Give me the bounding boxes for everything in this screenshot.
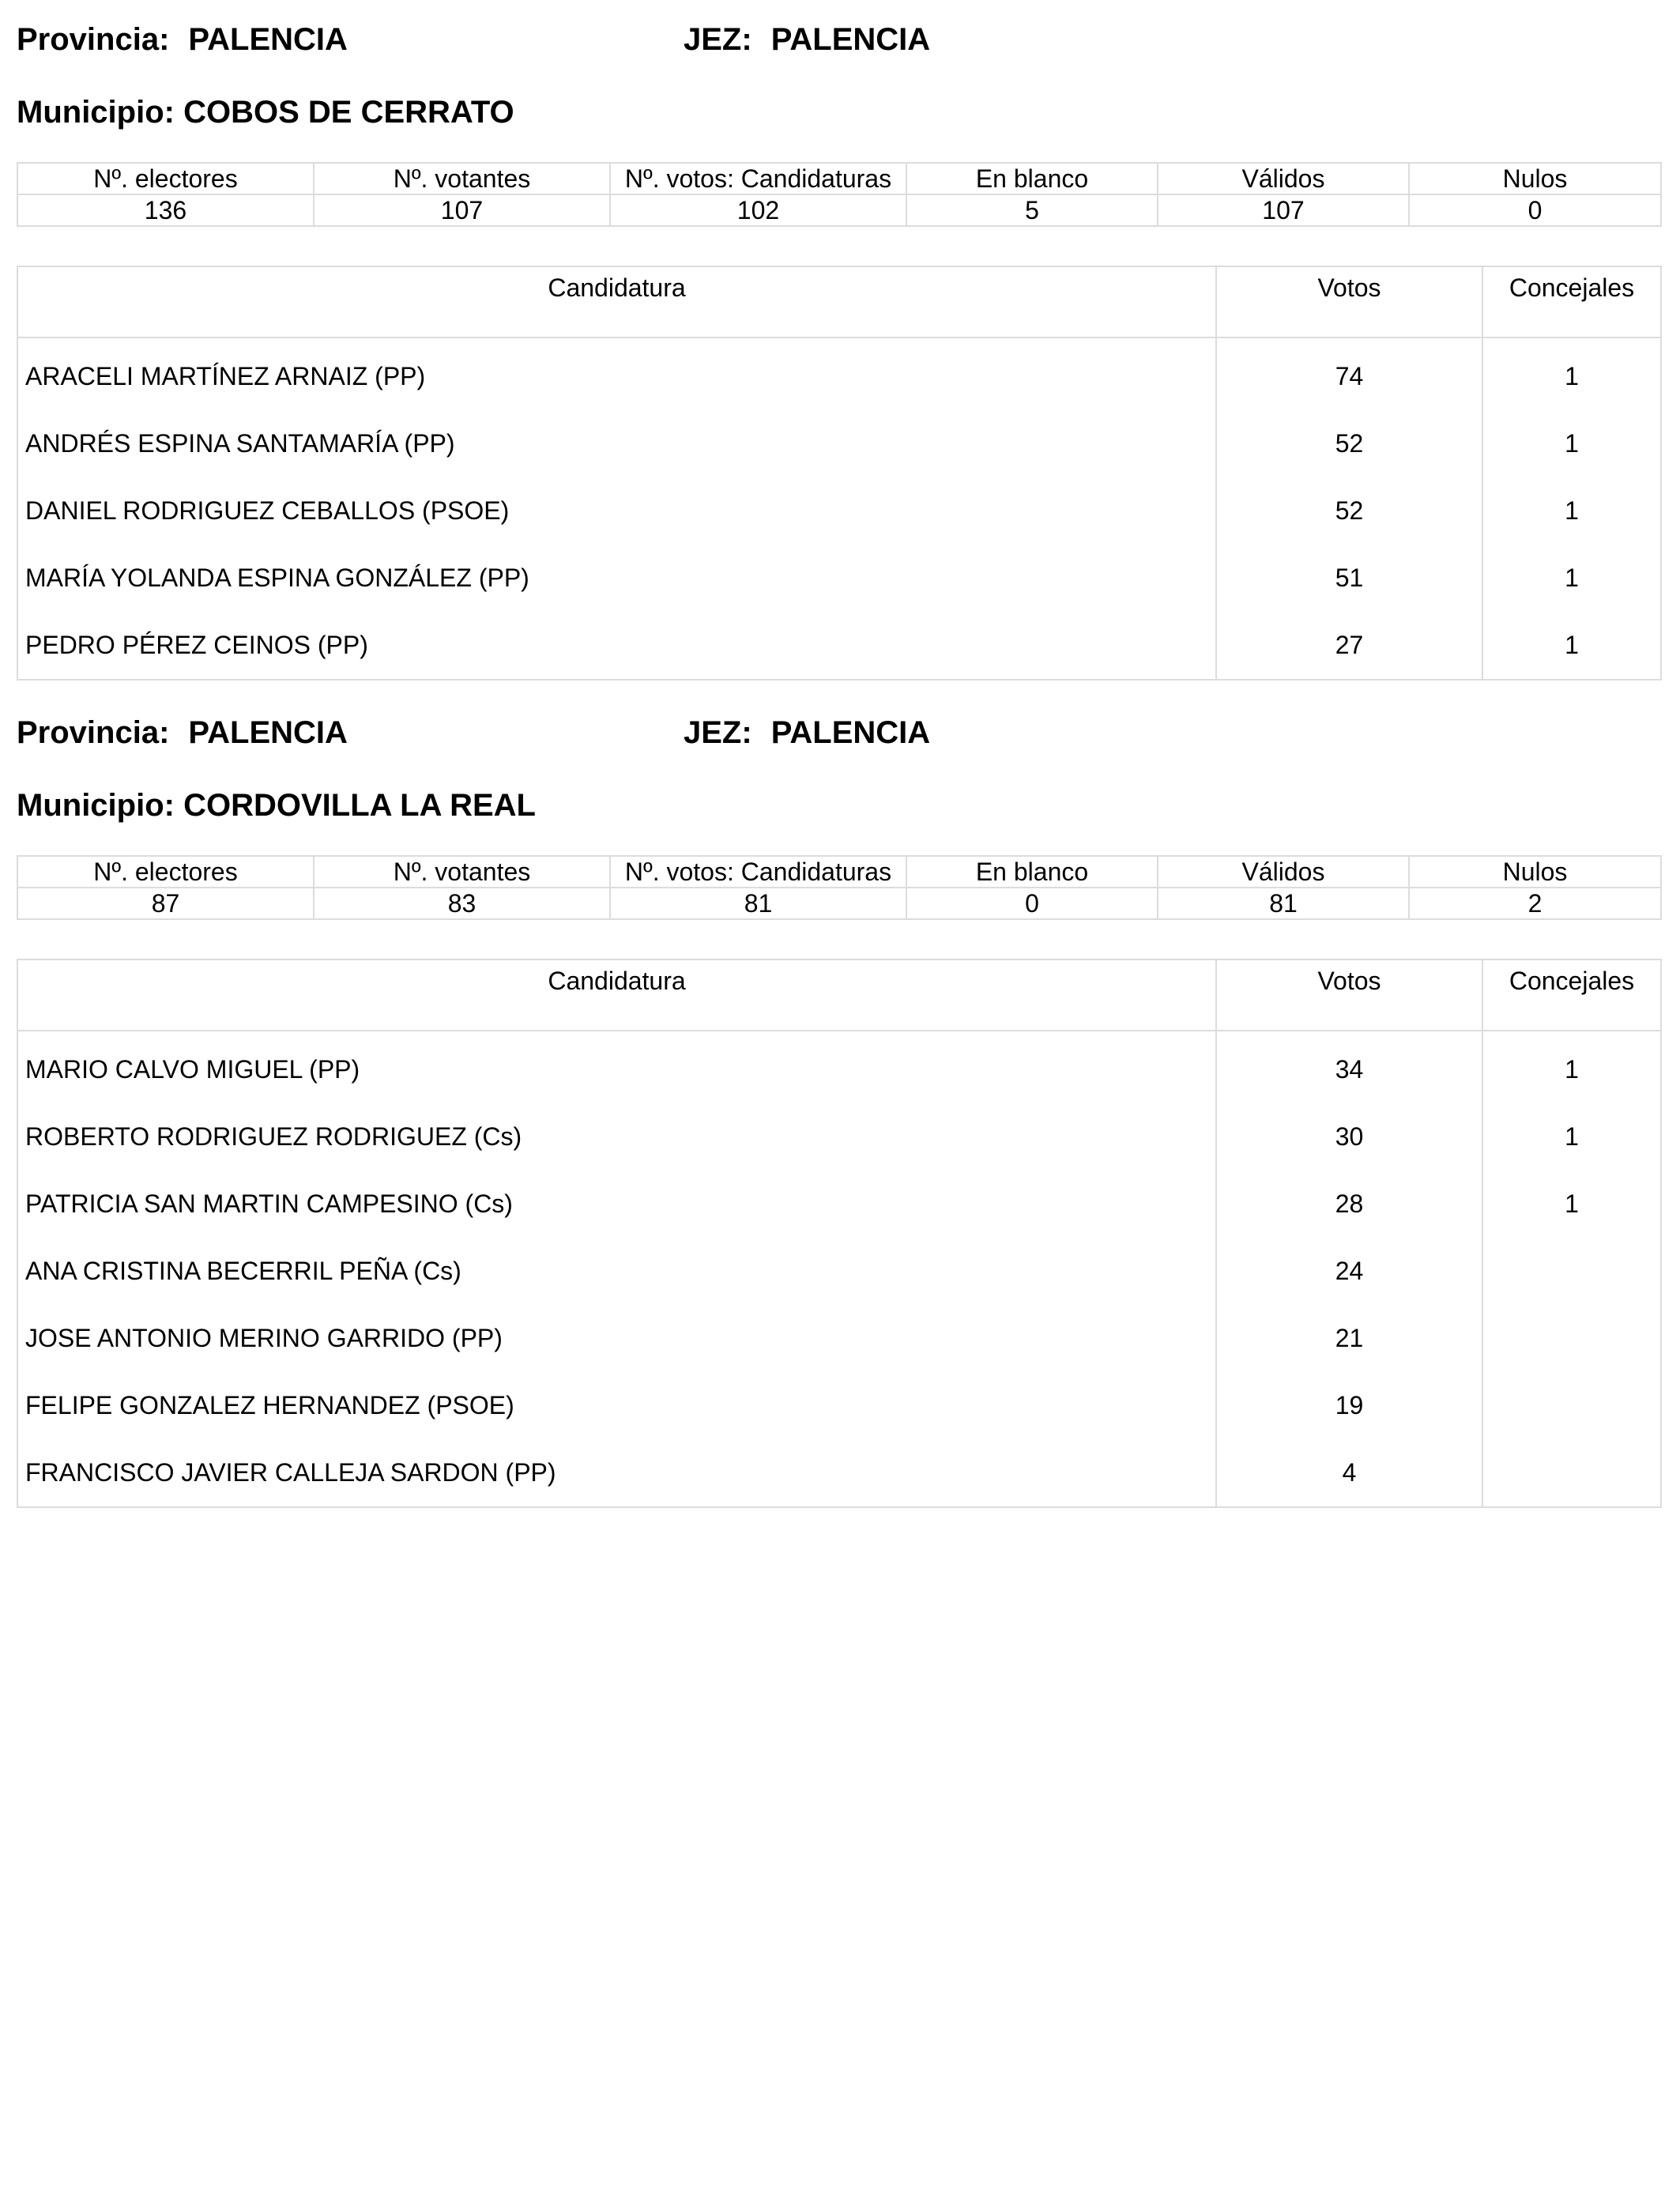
table-row	[17, 1439, 1661, 1507]
candidate-concejales	[1482, 1305, 1661, 1372]
candidate-name: ROBERTO RODRIGUEZ RODRIGUEZ (Cs)	[17, 1103, 1216, 1171]
table-row	[17, 410, 1661, 477]
summary-header-cell: Nº. votos: Candidaturas	[610, 163, 906, 194]
section-cobos-de-cerrato	[17, 0, 1660, 659]
provincia-line	[17, 717, 348, 748]
candidate-concejales: 1	[1482, 1171, 1661, 1238]
summary-header-cell: En blanco	[906, 856, 1158, 888]
section-header	[17, 693, 1660, 823]
summary-value-cell: 107	[314, 194, 610, 226]
provincia-label: Provincia:	[17, 22, 170, 57]
candidate-name: FELIPE GONZALEZ HERNANDEZ (PSOE)	[17, 1372, 1216, 1439]
municipio-line	[17, 790, 536, 821]
summary-value-row	[17, 194, 1661, 226]
candidate-votos: 52	[1216, 477, 1482, 545]
summary-header-cell: Nº. votos: Candidaturas	[610, 856, 906, 888]
municipio-label: Municipio:	[17, 95, 175, 130]
table-row	[17, 612, 1661, 680]
candidates-table	[17, 266, 1662, 680]
candidate-name: DANIEL RODRIGUEZ CEBALLOS (PSOE)	[17, 477, 1216, 545]
summary-value-cell: 5	[906, 194, 1158, 226]
candidate-votos: 30	[1216, 1103, 1482, 1171]
jez-label: JEZ:	[684, 22, 752, 57]
municipio-label: Municipio:	[17, 788, 175, 823]
candidates-header-row	[17, 959, 1661, 1031]
candidates-header-row	[17, 266, 1661, 337]
candidate-name: PEDRO PÉREZ CEINOS (PP)	[17, 612, 1216, 680]
candidate-name: FRANCISCO JAVIER CALLEJA SARDON (PP)	[17, 1439, 1216, 1507]
summary-header-cell: Nº. votantes	[314, 856, 610, 888]
candidate-concejales: 1	[1482, 477, 1661, 545]
candidate-concejales: 1	[1482, 612, 1661, 680]
candidate-concejales: 1	[1482, 1103, 1661, 1171]
votos-header: Votos	[1216, 959, 1482, 1031]
candidate-name: ANA CRISTINA BECERRIL PEÑA (Cs)	[17, 1238, 1216, 1305]
summary-header-cell: Nulos	[1409, 856, 1661, 888]
candidate-votos: 4	[1216, 1439, 1482, 1507]
jez-line	[684, 24, 930, 55]
candidate-name: MARÍA YOLANDA ESPINA GONZÁLEZ (PP)	[17, 545, 1216, 612]
summary-header-cell: Válidos	[1158, 856, 1409, 888]
summary-value-cell: 83	[314, 888, 610, 919]
jez-line	[684, 717, 930, 748]
candidate-concejales: 1	[1482, 410, 1661, 477]
table-row	[17, 545, 1661, 612]
table-row	[17, 337, 1661, 410]
candidate-concejales	[1482, 1238, 1661, 1305]
summary-value-cell: 0	[906, 888, 1158, 919]
municipio-value: CORDOVILLA LA REAL	[183, 788, 536, 823]
candidate-votos: 21	[1216, 1305, 1482, 1372]
candidate-votos: 24	[1216, 1238, 1482, 1305]
summary-header-cell: En blanco	[906, 163, 1158, 194]
summary-value-cell: 136	[17, 194, 314, 226]
table-row	[17, 1372, 1661, 1439]
summary-value-cell: 107	[1158, 194, 1409, 226]
section-cordovilla-la-real	[17, 693, 1660, 1487]
table-row	[17, 1031, 1661, 1103]
jez-value: PALENCIA	[770, 715, 931, 750]
candidate-name: ANDRÉS ESPINA SANTAMARÍA (PP)	[17, 410, 1216, 477]
summary-header-cell: Nº. electores	[17, 163, 314, 194]
candidatura-header: Candidatura	[17, 266, 1216, 337]
candidate-concejales	[1482, 1439, 1661, 1507]
candidate-votos: 27	[1216, 612, 1482, 680]
jez-value: PALENCIA	[770, 22, 931, 57]
municipio-line	[17, 96, 514, 128]
candidate-votos: 19	[1216, 1372, 1482, 1439]
summary-value-cell: 2	[1409, 888, 1661, 919]
candidate-concejales: 1	[1482, 1031, 1661, 1103]
summary-value-cell: 81	[610, 888, 906, 919]
section-header	[17, 0, 1660, 130]
candidate-votos: 74	[1216, 337, 1482, 410]
candidate-concejales	[1482, 1372, 1661, 1439]
summary-header-cell: Nº. electores	[17, 856, 314, 888]
candidate-concejales: 1	[1482, 545, 1661, 612]
table-row	[17, 1103, 1661, 1171]
summary-header-row	[17, 856, 1661, 888]
candidate-votos: 52	[1216, 410, 1482, 477]
summary-value-cell: 102	[610, 194, 906, 226]
summary-table	[17, 162, 1662, 227]
concejales-header: Concejales	[1482, 959, 1661, 1031]
candidate-votos: 28	[1216, 1171, 1482, 1238]
summary-header-cell: Nº. votantes	[314, 163, 610, 194]
table-row	[17, 1238, 1661, 1305]
summary-header-row	[17, 163, 1661, 194]
provincia-line	[17, 24, 348, 55]
summary-header-cell: Nulos	[1409, 163, 1661, 194]
summary-header-cell: Válidos	[1158, 163, 1409, 194]
summary-value-row	[17, 888, 1661, 919]
summary-table	[17, 855, 1662, 920]
jez-label: JEZ:	[684, 715, 752, 750]
municipio-value: COBOS DE CERRATO	[183, 95, 514, 130]
votos-header: Votos	[1216, 266, 1482, 337]
candidatura-header: Candidatura	[17, 959, 1216, 1031]
concejales-header: Concejales	[1482, 266, 1661, 337]
candidate-concejales: 1	[1482, 337, 1661, 410]
provincia-value: PALENCIA	[188, 715, 348, 750]
table-row	[17, 1171, 1661, 1238]
candidate-votos: 51	[1216, 545, 1482, 612]
table-row	[17, 477, 1661, 545]
summary-value-cell: 87	[17, 888, 314, 919]
candidate-votos: 34	[1216, 1031, 1482, 1103]
summary-value-cell: 0	[1409, 194, 1661, 226]
candidate-name: MARIO CALVO MIGUEL (PP)	[17, 1031, 1216, 1103]
table-row	[17, 1305, 1661, 1372]
candidate-name: JOSE ANTONIO MERINO GARRIDO (PP)	[17, 1305, 1216, 1372]
candidate-name: ARACELI MARTÍNEZ ARNAIZ (PP)	[17, 337, 1216, 410]
candidate-name: PATRICIA SAN MARTIN CAMPESINO (Cs)	[17, 1171, 1216, 1238]
candidates-table	[17, 959, 1662, 1508]
provincia-value: PALENCIA	[188, 22, 348, 57]
provincia-label: Provincia:	[17, 715, 170, 750]
summary-value-cell: 81	[1158, 888, 1409, 919]
